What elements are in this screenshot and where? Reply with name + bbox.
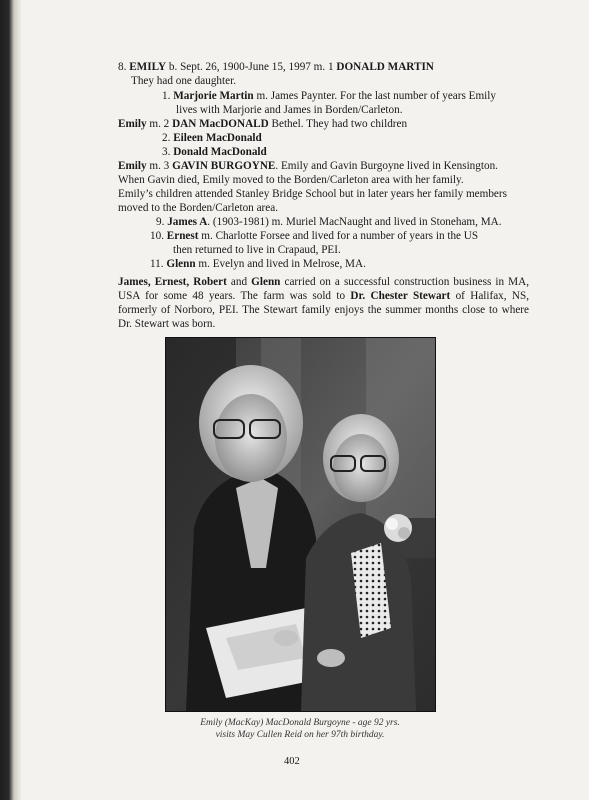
- item-number: 9.: [156, 216, 165, 228]
- child-number: 2.: [162, 132, 171, 144]
- spouse-name: GAVIN BURGOYNE: [172, 160, 276, 172]
- caption-line-1: Emily (MacKay) MacDonald Burgoyne - age 92 yrs.: [200, 718, 400, 728]
- marriage-text: . Emily and Gavin Burgoyne lived in Kensington.: [275, 160, 498, 172]
- item-number: 8.: [118, 61, 127, 73]
- marriage-3-line-4: moved to the Borden/Carleton area.: [118, 202, 278, 214]
- marriage-2-line: [118, 118, 407, 131]
- summary-paragraph: [118, 275, 529, 331]
- item-text: m. Charlotte Forsee and lived for a number of years in the US: [198, 230, 479, 242]
- child-name: Marjorie Martin: [173, 90, 254, 102]
- person-name: Emily: [118, 118, 147, 130]
- spouse-name: DONALD MARTIN: [336, 61, 434, 73]
- child-name: Donald MacDonald: [173, 146, 267, 158]
- child-3-line: [162, 146, 267, 159]
- summary-text: and: [226, 276, 252, 288]
- photo-caption: [140, 718, 460, 741]
- item-number: 11.: [150, 258, 164, 270]
- spouse-name: DAN MacDONALD: [172, 118, 269, 130]
- item-11-line: [150, 258, 366, 271]
- marriage-text: m. 2: [146, 118, 173, 130]
- marriage-text: m. 3: [146, 160, 173, 172]
- item-10-line-2: then returned to live in Crapaud, PEI.: [173, 244, 341, 256]
- item-text: . (1903-1981) m. Muriel MacNaught and lived in Stoneham, MA.: [207, 216, 502, 228]
- child-number: 1.: [162, 90, 171, 102]
- item-text: b. Sept. 26, 1900-June 15, 1997 m. 1: [166, 61, 337, 73]
- person-name: James A: [167, 216, 208, 228]
- child-text: m. James Paynter. For the last number of years Emily: [253, 90, 496, 102]
- photograph: [165, 337, 436, 712]
- person-name: Glenn: [166, 258, 196, 270]
- photo-image: [166, 338, 435, 711]
- marriage-text: Bethel. They had two children: [268, 118, 408, 130]
- child-number: 3.: [162, 146, 171, 158]
- binding-shadow: [0, 0, 22, 800]
- marriage-3-line-2: When Gavin died, Emily moved to the Borden/Carleton area with her family.: [118, 174, 464, 186]
- brothers-names: James, Ernest, Robert: [118, 276, 227, 288]
- summary-text: carried on a successful construction business in MA, USA for some 48 years. The farm was sold to: [118, 276, 530, 302]
- marriage-3-line-3: Emily’s children attended Stanley Bridge School but in later years her family members: [118, 188, 507, 200]
- child-1-line-2: lives with Marjorie and James in Borden/Carleton.: [176, 104, 403, 116]
- page-number: 402: [284, 756, 300, 767]
- item-8-note: They had one daughter.: [131, 75, 237, 87]
- child-name: Eileen MacDonald: [173, 132, 262, 144]
- summary-text: of Halifax, NS, formerly of Norboro, PEI. The Stewart family enjoys the summer months close to where Dr. Stewart was born.: [118, 290, 530, 330]
- caption-line-2: visits May Cullen Reid on her 97th birthday.: [215, 729, 385, 740]
- item-8-line: [118, 61, 434, 74]
- item-10-line: [150, 230, 478, 243]
- child-1-line: [162, 90, 496, 103]
- item-number: 10.: [150, 230, 164, 242]
- buyer-name: Dr. Chester Stewart: [350, 290, 451, 302]
- item-text: m. Evelyn and lived in Melrose, MA.: [195, 258, 366, 270]
- item-9-line: [156, 216, 502, 229]
- person-name: Ernest: [166, 230, 199, 242]
- person-name: Glenn: [251, 276, 281, 288]
- marriage-3-line: [118, 160, 498, 173]
- child-2-line: [162, 132, 262, 145]
- person-name: Emily: [118, 160, 147, 172]
- person-name: EMILY: [129, 61, 167, 73]
